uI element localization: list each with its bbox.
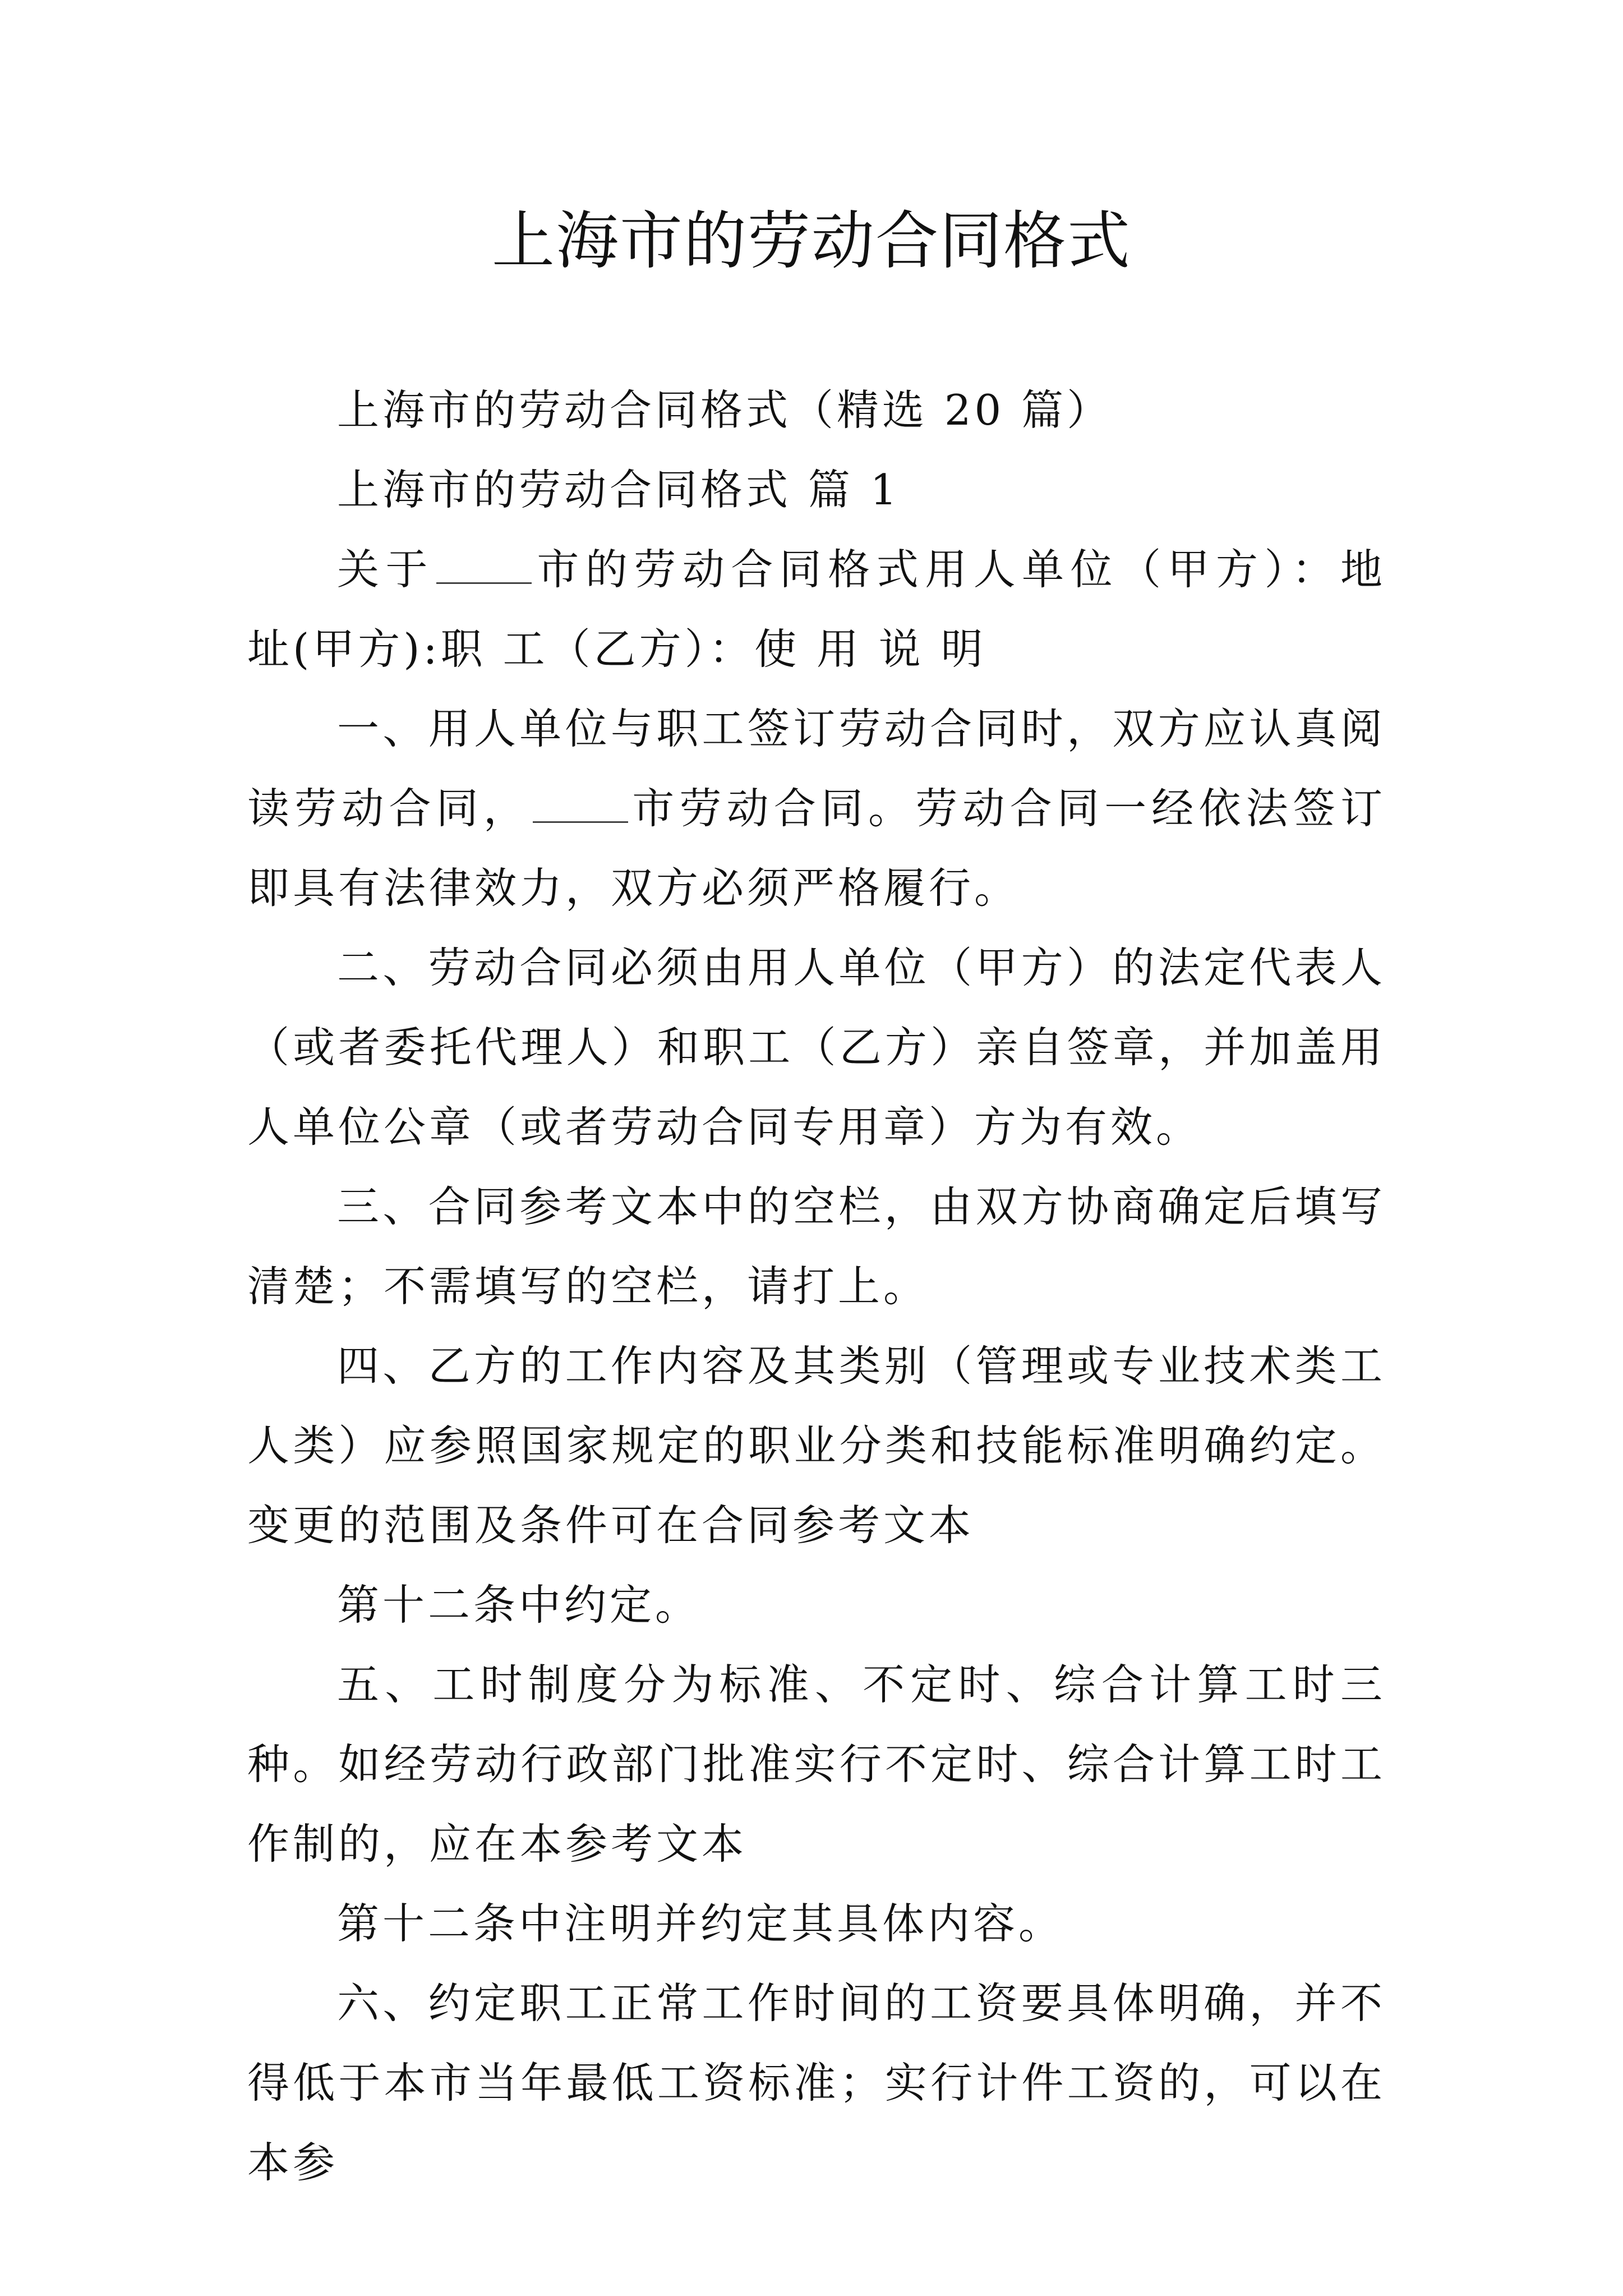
section-heading: 上海市的劳动合同格式 篇 1 (337, 465, 901, 514)
intro-text-before: 关于 (337, 545, 434, 594)
clause-4-continuation: 第十二条中约定。 (337, 1580, 701, 1630)
clause-2-paragraph: 二、劳动合同必须由用人单位（甲方）的法定代表人（或者委托代理人）和职工（乙方）亲自签章，并加盖用人单位公章（或者劳动合同专用章）方为有效。 (247, 943, 1386, 1152)
intro-text-after: 市的劳动合同格式用人单位（甲方）：地 址(甲方):职 工（乙方）：使 用 说 明 (247, 545, 1386, 674)
intro-paragraph (247, 530, 1386, 689)
subtitle-paragraph: 上海市的劳动合同格式（精选 20 篇） (337, 385, 1113, 435)
clause-6-paragraph: 六、约定职工正常工作时间的工资要具体明确，并不得低于本市当年最低工资标准；实行计件工资的，可以在本参 (247, 1978, 1386, 2187)
clause-5-paragraph: 五、工时制度分为标准、不定时、综合计算工时三种。如经劳动行政部门批准实行不定时、综合计算工时工作制的，应在本参考文本 (247, 1660, 1386, 1869)
clause-3-paragraph: 三、合同参考文本中的空栏，由双方协商确定后填写清楚；不需填写的空栏，请打上。 (247, 1182, 1386, 1311)
document-body (247, 370, 1386, 2202)
fill-in-blank (436, 582, 532, 584)
clause-1-text-before: 一、用人单位与职工签订劳动合同时，双方应认真阅读劳动合同， (247, 704, 1386, 833)
clause-4-paragraph: 四、乙方的工作内容及其类别（管理或专业技术类工人类）应参照国家规定的职业分类和技能标准明确约定。变更的范围及条件可在合同参考文本 (247, 1341, 1386, 1550)
document-title: 上海市的劳动合同格式 (492, 205, 1131, 278)
clause-1-paragraph (247, 689, 1386, 928)
clause-5-continuation: 第十二条中注明并约定其具体内容。 (337, 1899, 1064, 1948)
clause-1-text-after: 市劳动合同。劳动合同一经依法签订即具有法律效力，双方必须严格履行。 (247, 784, 1386, 913)
fill-in-blank (533, 821, 628, 823)
